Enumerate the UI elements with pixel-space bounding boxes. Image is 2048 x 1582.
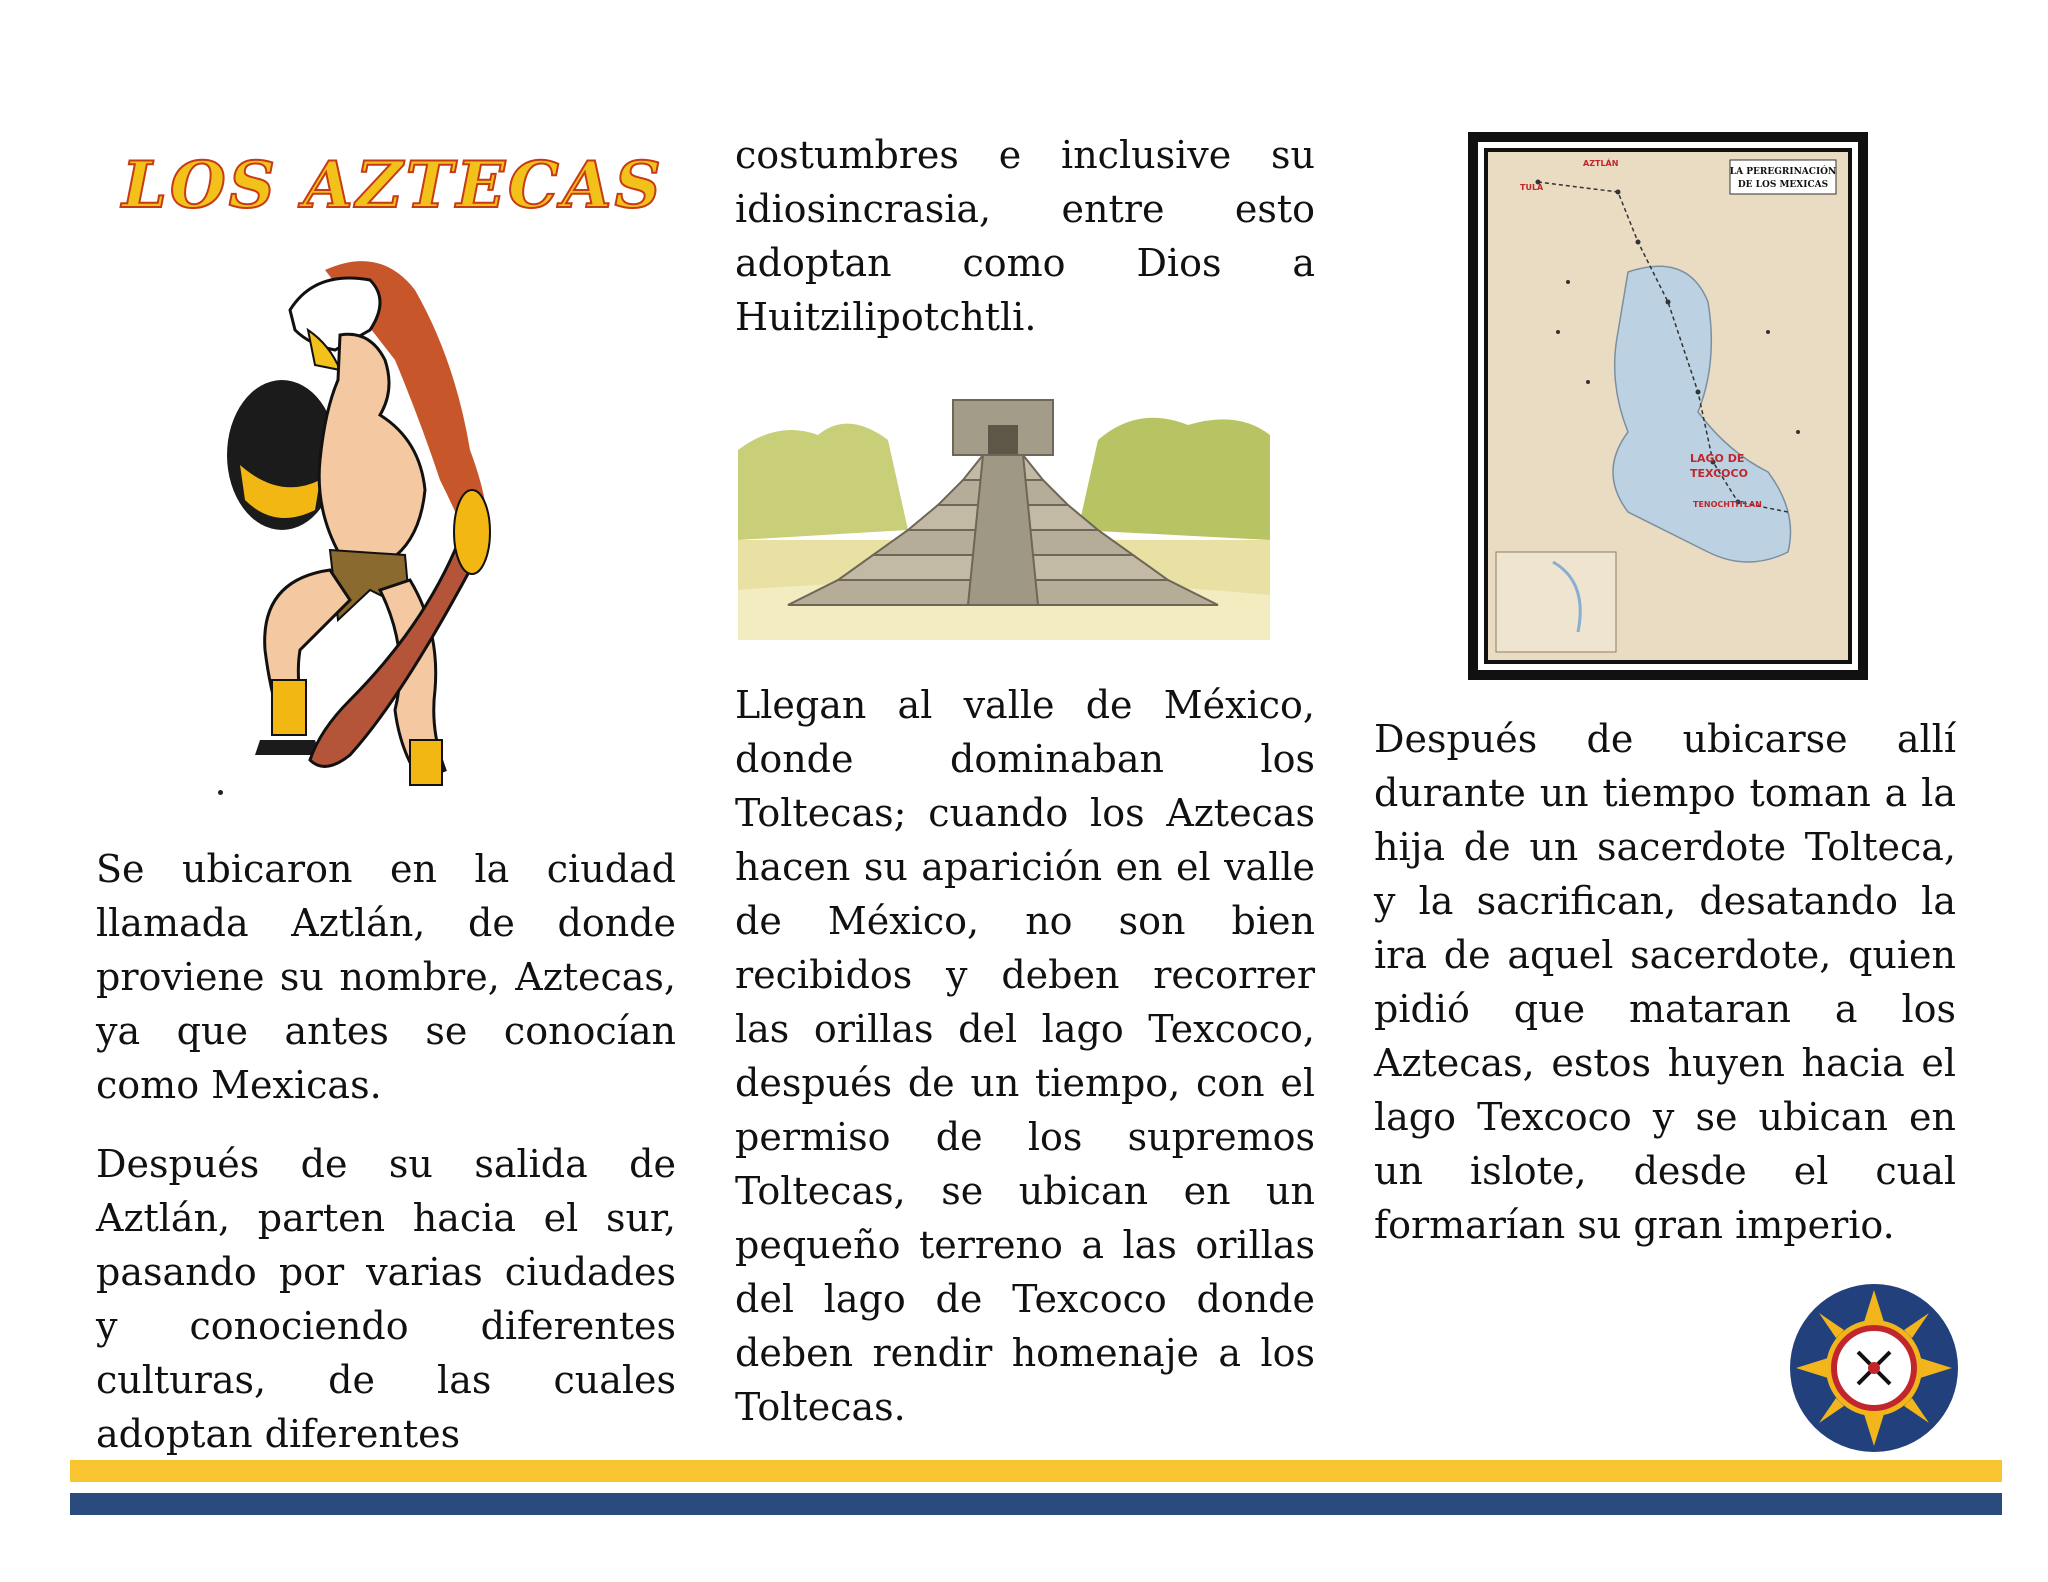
map-label-lago-1: LAGO DE: [1690, 452, 1745, 465]
map-label-tenochtitlan: TENOCHTITLAN: [1693, 500, 1762, 509]
paragraph-costumbres: costumbres e inclusive su idiosincrasia, entre esto adoptan como Dios a Huitzilipotchtli.: [735, 133, 1315, 339]
page-title: LOS AZTECAS: [122, 148, 664, 223]
column-3: [1374, 712, 1956, 1252]
paragraph-islote: Después de ubicarse allí durante un tiempo toman a la hija de un sacerdote Tolteca, y la sacrifican, desatando la ira de aquel sacerdote, quien pidió que mataran a los Aztecas, estos huyen hacia el lago Texcoco y se ubican en un islote, desde el cual formarían su gran imperio.: [1374, 717, 1956, 1247]
map-label-aztlan: AZTLÁN: [1583, 159, 1619, 168]
map-title-line1: LA PEREGRINACIÓN: [1729, 167, 1837, 177]
aztec-warrior-illustration: [220, 250, 570, 810]
column-2-top: [735, 128, 1315, 344]
map-title-line2: DE LOS MEXICAS: [1737, 180, 1829, 190]
map-label-lago-2: TEXCOCO: [1690, 467, 1748, 480]
map-label-tula: TULA: [1520, 183, 1544, 192]
paragraph-salida: Después de su salida de Aztlán, parten hacia el sur, pasando por varias ciudades y conociendo diferentes culturas, de las cuales adoptan diferentes: [96, 1142, 676, 1456]
column-2-bottom: [735, 678, 1315, 1434]
pyramid-illustration: [738, 390, 1270, 640]
footer-bar-blue: [70, 1493, 2002, 1515]
paragraph-aztlan: Se ubicaron en la ciudad llamada Aztlán, de donde proviene su nombre, Aztecas, ya que antes se conocían como Mexicas.: [96, 847, 676, 1107]
stray-dot: [218, 790, 223, 795]
footer-bar-yellow: [70, 1460, 2002, 1482]
pilgrimage-map: [1468, 132, 1868, 680]
paragraph-valle: Llegan al valle de México, donde dominaban los Toltecas; cuando los Aztecas hacen su aparición en el valle de México, no son bien recibidos y deben recorrer las orillas del lago Texcoco, después de un tiempo, con el permiso de los supremos Toltecas, se ubican en un pequeño terreno a las orillas del lago de Texcoco donde deben rendir homenaje a los Toltecas.: [735, 683, 1315, 1429]
column-1: [96, 842, 676, 1461]
university-seal-logo: [1788, 1282, 1960, 1454]
